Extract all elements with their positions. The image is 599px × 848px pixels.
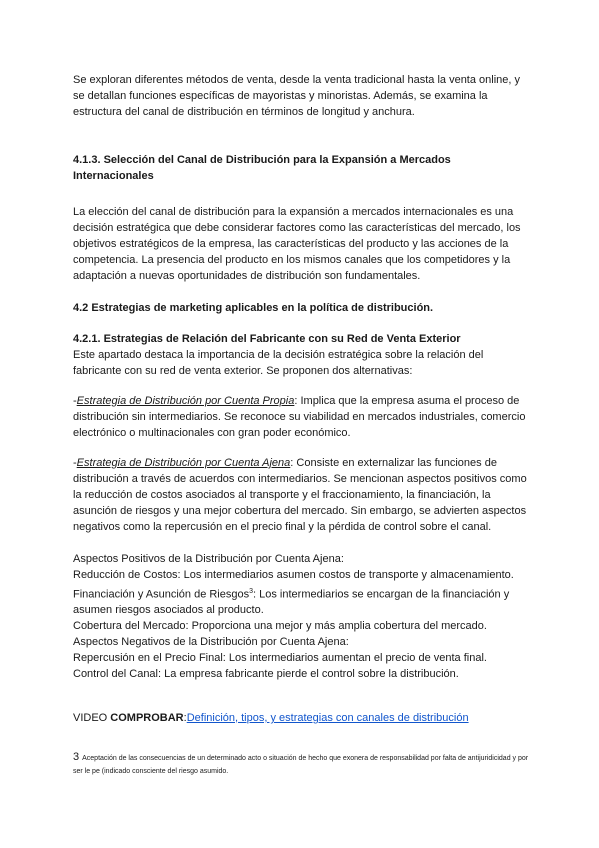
section-4-2-heading: 4.2 Estrategias de marketing aplicables en la política de distribución.: [73, 302, 434, 314]
section-4-1-3-body: La elección del canal de distribución para la expansión a mercados internacionales es una decisión estratégica que debe considerar factores como las características del mercado, los objetivos estratégicos de la empresa, las características del producto y las acciones de la competencia. La presencia del producto en los mismos canales que los competidores y la adaptación a nuevas oportunidades de distribución son fundamentales.: [73, 206, 521, 282]
alt1-term: Estrategia de Distribución por Cuenta Propia: [76, 395, 295, 407]
footnote: [73, 751, 533, 778]
positive-aspect-financing: [73, 584, 529, 619]
footnote-number: 3: [73, 751, 80, 763]
negative-aspects-header: Aspectos Negativos de la Distribución por Cuenta Ajena:: [73, 636, 349, 649]
positive-aspects-header: Aspectos Positivos de la Distribución por Cuenta Ajena:: [73, 553, 344, 565]
video-link[interactable]: Definición, tipos, y estrategias con canales de distribución: [186, 711, 469, 724]
alt1-text: : Implica que la empresa asuma el proceso de distribución sin intermediarios. Se reconoce su viabilidad en mercados industriales, comercio electrónico o multinacionales con gran poder económico.: [73, 395, 526, 439]
video-colon: :: [183, 711, 187, 724]
section-4-2-1-heading: 4.2.1. Estrategias de Relación del Fabricante con su Red de Venta Exterior: [73, 333, 461, 345]
footnote-text: Aceptación de las consecuencias de un determinado acto o situación de hecho que exonera de responsabilidad por falta de antijuridicidad y por ser le pe (indicado consciente del riesgo asumido.: [73, 755, 529, 775]
footnote-ref: 3: [249, 587, 254, 595]
aspects-list: [73, 552, 529, 683]
alt2-term: Estrategia de Distribución por Cuenta Ajena: [76, 457, 291, 469]
intro-paragraph: Se exploran diferentes métodos de venta, desde la venta tradicional hasta la venta online, y se detallan funciones específicas de mayoristas y minoristas. Además, se examina la estructura del canal de distribución en términos de longitud y anchura.: [73, 74, 521, 118]
video-check-label: COMPROBAR: [110, 711, 184, 724]
video-prefix: VIDEO: [73, 711, 111, 724]
financing-text: : Los intermediarios se encargan de la financiación y asumen riesgos asociados al producto.: [73, 588, 510, 617]
positive-aspect-costs: Reducción de Costos: Los intermediarios asumen costos de transporte y almacenamiento.: [73, 568, 514, 581]
alternative-own-account: [73, 393, 529, 441]
alt1-prefix: -: [73, 395, 77, 407]
financing-label: Financiación y Asunción de Riesgos: [73, 588, 250, 601]
positive-aspect-coverage: Cobertura del Mercado: Proporciona una mejor y más amplia cobertura del mercado.: [73, 620, 487, 633]
negative-aspect-price: Repercusión en el Precio Final: Los intermediarios aumentan el precio de venta final.: [73, 652, 487, 665]
section-4-2-1-body: Este apartado destaca la importancia de la decisión estratégica sobre la relación del fabricante con su red de venta exterior. Se proponen dos alternativas:: [73, 349, 484, 377]
negative-aspect-control: Control del Canal: La empresa fabricante pierde el control sobre la distribución.: [73, 668, 459, 680]
alt2-text: : Consiste en externalizar las funciones de distribución a través de acuerdos con intermediarios. Se mencionan aspectos positivos como la reducción de costos asociados al transporte y el fraccionamiento, la financiación, la asunción de riesgos y una mejor cobertura del mercado. Sin embargo, se advierten aspectos negativos como la repercusión en el precio final y la pérdida de control sobre el canal.: [73, 457, 527, 533]
video-line: [73, 710, 529, 726]
alt2-prefix: -: [73, 457, 77, 469]
alternative-third-party: [73, 455, 529, 535]
section-4-1-3-heading: 4.1.3. Selección del Canal de Distribución para la Expansión a Mercados Internacionales: [73, 154, 451, 182]
page-content: [73, 72, 529, 726]
